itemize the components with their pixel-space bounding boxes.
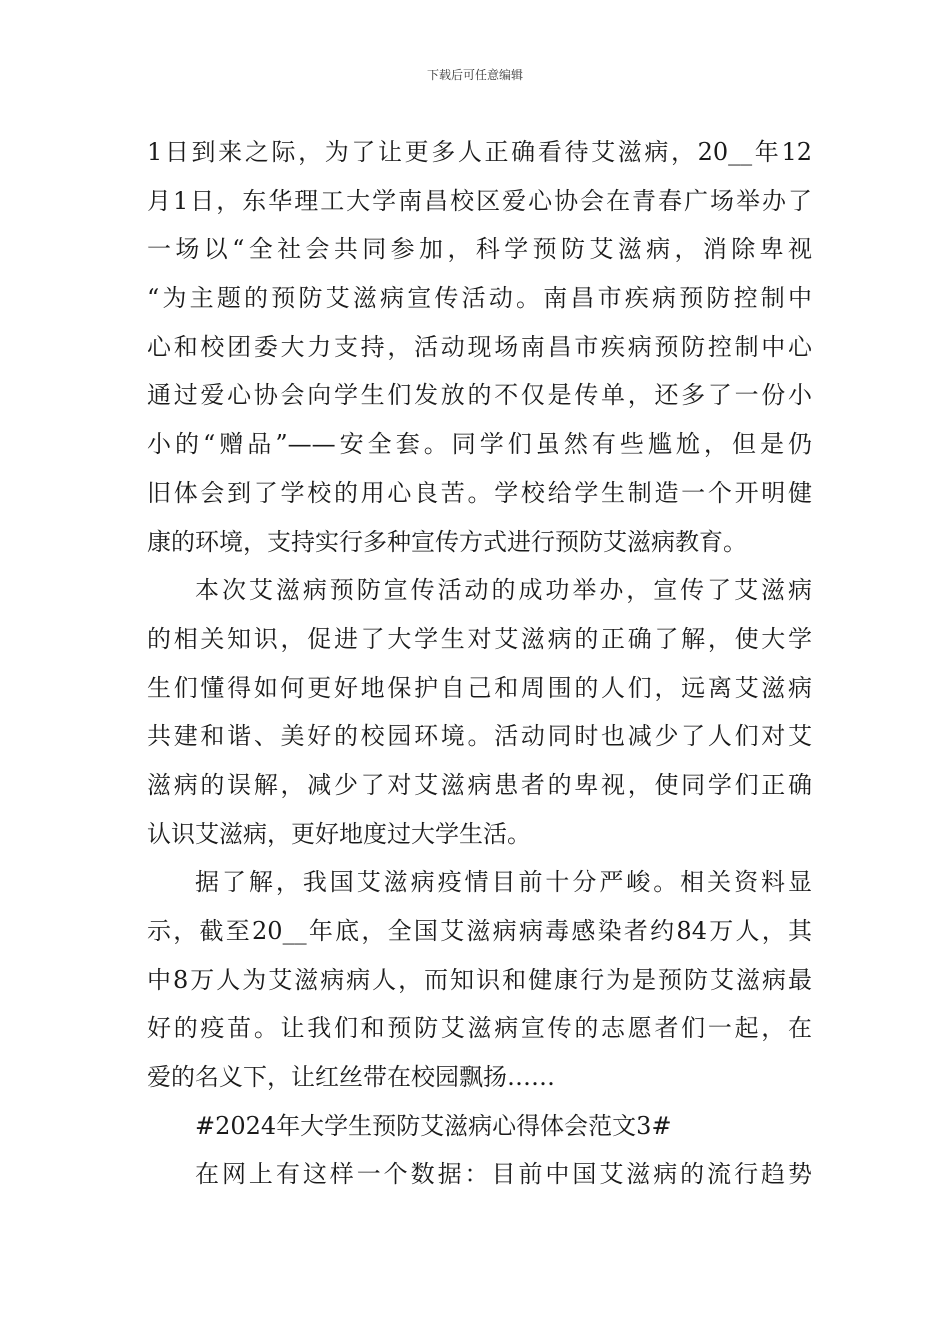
text-line: 康的环境，支持实行多种宣传方式进行预防艾滋病教育。 (147, 527, 747, 556)
text-line: 小的“赠品”——安全套。同学们虽然有些尴尬，但是仍 (147, 430, 812, 459)
text-line: 的相关知识，促进了大学生对艾滋病的正确了解，使大学 (147, 624, 812, 653)
text-line: 滋病的误解，减少了对艾滋病患者的卑视，使同学们正确 (147, 770, 812, 799)
text-line: 认识艾滋病，更好地度过大学生活。 (147, 819, 531, 848)
text-line: “为主题的预防艾滋病宣传活动。南昌市疾病预防控制中 (147, 284, 812, 313)
text-line: 旧体会到了学校的用心良苦。学校给学生制造一个开明健 (147, 478, 812, 507)
text-line: 心和校团委大力支持，活动现场南昌市疾病预防控制中心 (147, 332, 812, 361)
text-line: #2024年大学生预防艾滋病心得体会范文3# (195, 1111, 672, 1140)
text-line: 中8万人为艾滋病病人，而知识和健康行为是预防艾滋病最 (147, 965, 812, 994)
text-line: 通过爱心协会向学生们发放的不仅是传单，还多了一份小 (147, 381, 812, 410)
text-line: 月1日，东华理工大学南昌校区爱心协会在青春广场举办了 (147, 186, 812, 215)
text-line: 1日到来之际，为了让更多人正确看待艾滋病，20__年12 (147, 138, 812, 166)
text-line: 生们懂得如何更好地保护自己和周围的人们，远离艾滋病 (147, 673, 812, 702)
text-line: 示，截至20__年底，全国艾滋病病毒感染者约84万人，其 (147, 917, 812, 945)
text-line: 在网上有这样一个数据：目前中国艾滋病的流行趋势 (195, 1160, 812, 1189)
text-line: 本次艾滋病预防宣传活动的成功举办，宣传了艾滋病 (195, 576, 812, 605)
text-line: 爱的名义下，让红丝带在校园飘扬…… (147, 1063, 555, 1092)
text-line: 共建和谐、美好的校园环境。活动同时也减少了人们对艾 (147, 722, 812, 751)
text-line: 一场以“全社会共同参加，科学预防艾滋病，消除卑视 (147, 235, 812, 264)
text-line: 好的疫苗。让我们和预防艾滋病宣传的志愿者们一起，在 (147, 1014, 812, 1043)
text-line: 据了解，我国艾滋病疫情目前十分严峻。相关资料显 (195, 868, 812, 897)
page-header: 下载后可任意编辑 (426, 68, 523, 82)
document-body (147, 128, 812, 1199)
